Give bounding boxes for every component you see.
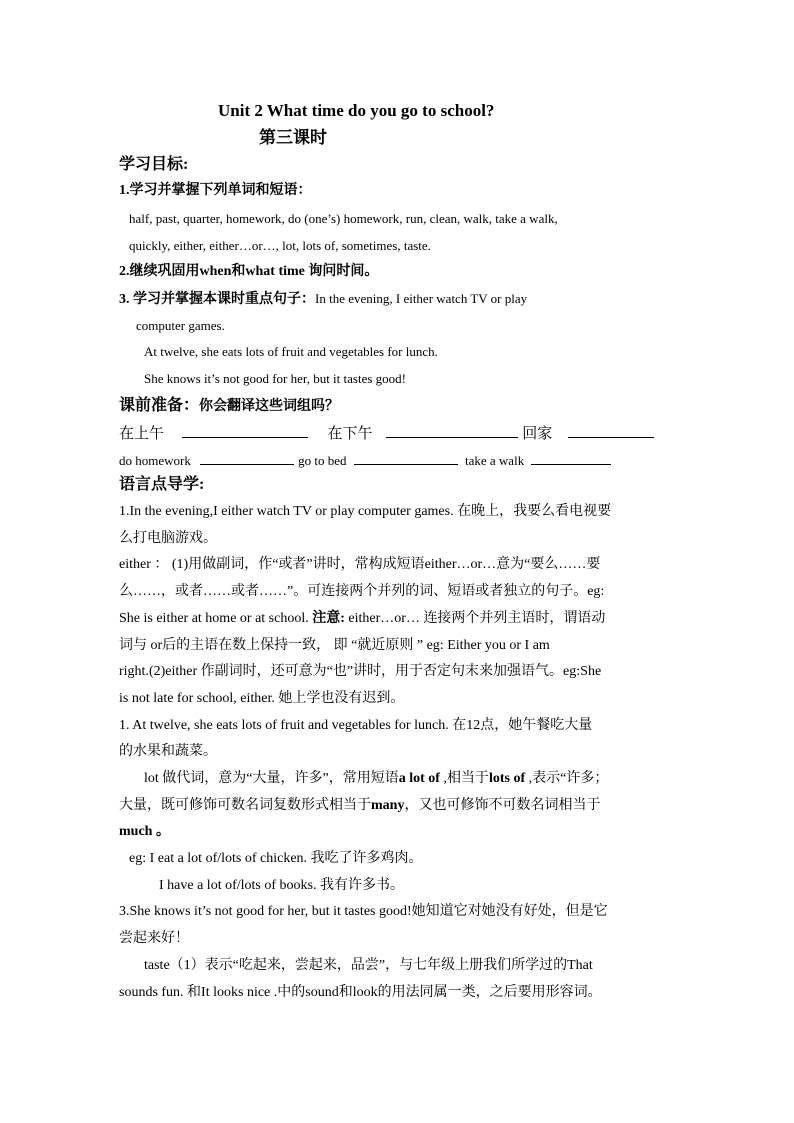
phrase-lots-of: lots of bbox=[488, 771, 526, 786]
vocab-line-1: half, past, quarter, homework, do (one’s) homework, run, clean, walk, take a walk, bbox=[129, 211, 558, 226]
objective-item-3-label: 3. 学习并掌握本课时重点句子： bbox=[119, 292, 315, 307]
guide-p1-line1: 1.In the evening,I either watch TV or play computer games. 在晚上，我要么看电视要 bbox=[119, 504, 612, 519]
example-1: eg: I eat a lot of/lots of chicken. 我吃了许多鸡肉。 bbox=[129, 851, 423, 866]
guide-p1-line5-c: either…or… 连接两个并列主语时，谓语动 bbox=[344, 611, 606, 626]
guide-p1-line5 bbox=[119, 609, 605, 629]
guide-p1-line2: 么打电脑游戏。 bbox=[119, 531, 217, 546]
guide-p3-line1: 3.She knows it’s not good for her, but it tastes good!她知道它对她没有好处，但是它 bbox=[119, 904, 608, 919]
objectives-heading: 学习目标: bbox=[119, 156, 189, 173]
prep-heading-label: 课前准备： bbox=[119, 397, 200, 414]
prep-phrase: take a walk bbox=[465, 453, 525, 468]
guide-p3-line3: taste（1）表示“吃起来，尝起来，品尝”，与七年级上册我们所学过的That bbox=[144, 958, 593, 973]
prep-phrase: 在上午 bbox=[119, 426, 165, 442]
guide-p2-line1: 1. At twelve, she eats lots of fruit and vegetables for lunch. 在12点，她午餐吃大量 bbox=[119, 718, 593, 733]
guide-heading: 语言点导学: bbox=[119, 476, 205, 493]
note-label: 注意: bbox=[312, 611, 345, 626]
phrase-a-lot-of: a lot of bbox=[398, 771, 440, 786]
guide-p1-line7: right.(2)either 作副词时，还可意为“也”讲时，用于否定句末来加强语气。eg:She bbox=[119, 664, 602, 679]
guide-p1-line4: 么……，或者……或者……”。可连接两个并列的词、短语或者独立的句子。eg: bbox=[119, 584, 605, 599]
prep-heading bbox=[119, 396, 339, 417]
lesson-subtitle: 第三课时 bbox=[259, 128, 327, 147]
guide-p1-line6: 词与 or后的主语在数上保持一致， 即 “就近原则 ” eg: Either you or I am bbox=[119, 638, 550, 653]
answer-blank[interactable] bbox=[386, 423, 518, 438]
guide-p3-line4: sounds fun. 和It looks nice .中的sound和look的用法同属一类，之后要用形容词。 bbox=[119, 985, 602, 1000]
answer-blank[interactable] bbox=[354, 450, 458, 465]
prep-row-2 bbox=[119, 450, 615, 471]
answer-blank[interactable] bbox=[531, 450, 611, 465]
guide-p1-line5-a: She is either at home or at school. bbox=[119, 611, 313, 626]
prep-heading-question: 你会翻译这些词组吗？ bbox=[199, 399, 340, 414]
word-many: many bbox=[371, 798, 405, 813]
objective-item-2: 2.继续巩固用when和what time 询问时间。 bbox=[119, 264, 379, 279]
guide-p2-line3 bbox=[144, 769, 608, 789]
answer-blank[interactable] bbox=[182, 423, 308, 438]
objective-item-3 bbox=[119, 289, 527, 310]
guide-p2-line4-a: 大量，既可修饰可数名词复数形式相当于 bbox=[119, 798, 371, 813]
prep-phrase: go to bed bbox=[298, 453, 347, 468]
guide-p2-line4-c: ，又也可修饰不可数名词相当于 bbox=[404, 798, 601, 813]
guide-p2-line4 bbox=[119, 796, 600, 816]
guide-p2-line3-e: ,表示“许多； bbox=[525, 771, 609, 786]
prep-row-1 bbox=[119, 423, 658, 444]
key-sentence-3: She knows it’s not good for her, but it tastes good! bbox=[144, 371, 406, 386]
example-2: I have a lot of/lots of books. 我有许多书。 bbox=[159, 878, 404, 893]
guide-p1-line8: is not late for school, either. 她上学也没有迟到。 bbox=[119, 691, 405, 706]
objective-item-1: 1.学习并掌握下列单词和短语： bbox=[119, 183, 312, 198]
page-title: Unit 2 What time do you go to school? bbox=[218, 101, 495, 120]
vocab-line-2: quickly, either, either…or…, lot, lots of, sometimes, taste. bbox=[129, 238, 431, 253]
prep-phrase: 在下午 bbox=[327, 426, 373, 442]
guide-p1-line3: either ： (1)用做副词，作“或者”讲时，常构成短语either…or…意为“要么……要 bbox=[119, 557, 601, 572]
guide-p2-line5: much 。 bbox=[119, 824, 170, 839]
answer-blank[interactable] bbox=[200, 450, 294, 465]
guide-p3-line2: 尝起来好！ bbox=[119, 931, 189, 946]
guide-p2-line2: 的水果和蔬菜。 bbox=[119, 744, 217, 759]
objective-item-3-text: In the evening, I either watch TV or play bbox=[315, 291, 528, 306]
answer-blank[interactable] bbox=[568, 423, 654, 438]
guide-p2-line3-c: ,相当于 bbox=[439, 771, 489, 786]
prep-phrase: 回家 bbox=[522, 426, 553, 442]
prep-phrase: do homework bbox=[119, 453, 191, 468]
guide-p2-line3-a: lot 做代词，意为“大量，许多”，常用短语 bbox=[144, 771, 399, 786]
objective-item-3-cont: computer games. bbox=[136, 318, 225, 333]
key-sentence-2: At twelve, she eats lots of fruit and vegetables for lunch. bbox=[144, 344, 438, 359]
